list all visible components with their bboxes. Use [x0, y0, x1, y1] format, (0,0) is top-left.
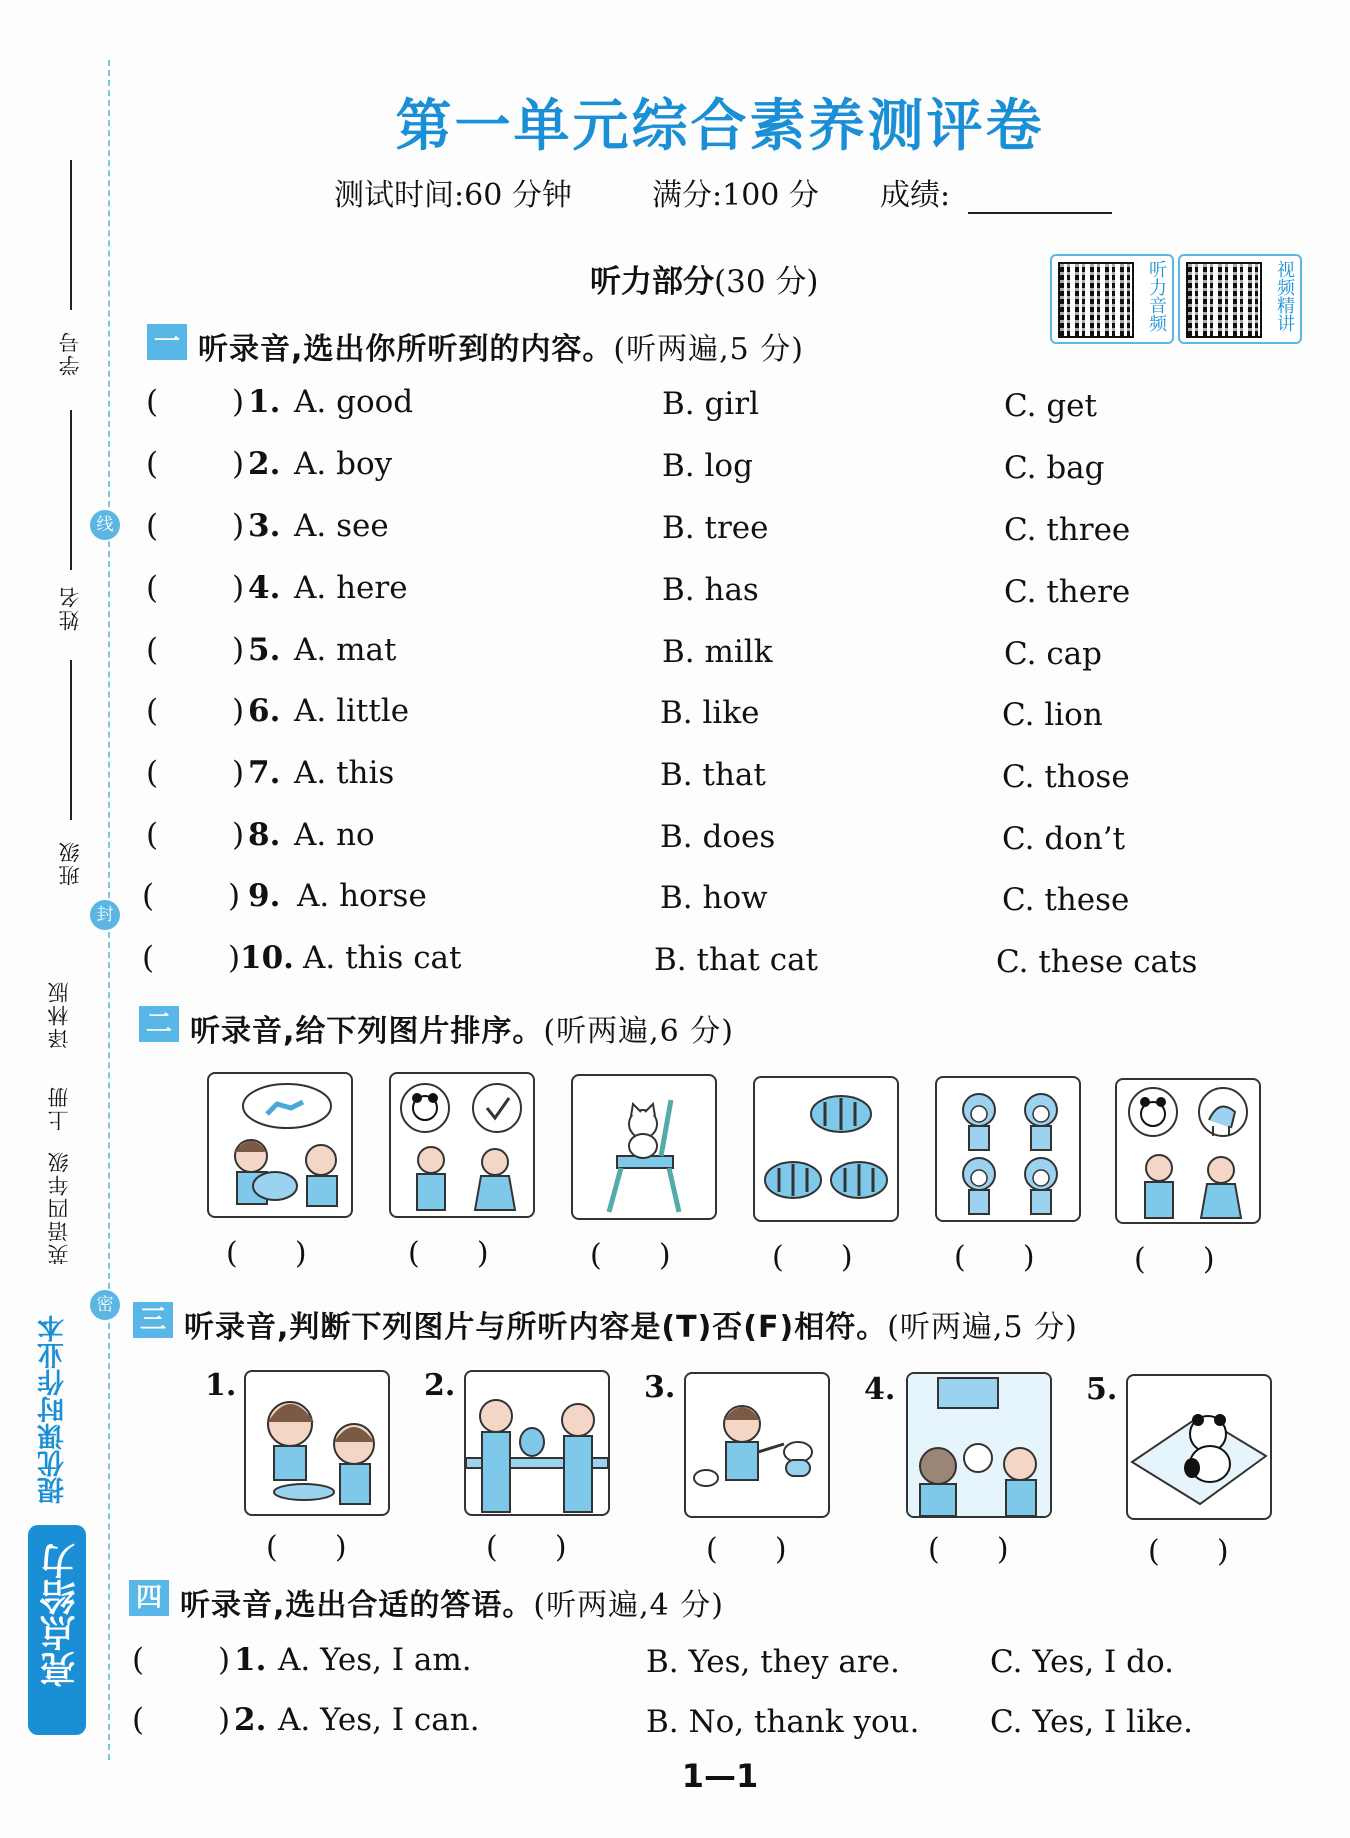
- name-label: 姓名: [58, 585, 82, 631]
- cut-mark-feng: 封: [90, 900, 120, 930]
- option-c: C. don’t: [1002, 821, 1126, 857]
- class-label: 班级: [58, 840, 82, 886]
- answer-paren[interactable]: (: [146, 570, 159, 606]
- cut-mark-xian: 线: [90, 510, 120, 540]
- picture-number: 2.: [424, 1368, 456, 1403]
- qr-code-video[interactable]: [1178, 254, 1302, 344]
- option-a: A. boy: [294, 446, 393, 482]
- edition-label: 译林版: [47, 980, 71, 1049]
- option-b: B. milk: [662, 634, 773, 670]
- section-badge: 二: [139, 1006, 179, 1042]
- section-title: 听录音,选出你所听到的内容。(听两遍,5 分): [198, 332, 804, 367]
- qr-caption: 听力音频: [1146, 260, 1167, 332]
- picture-cat-on-chair: [571, 1074, 717, 1220]
- series-label: 提优课时作业本: [38, 1315, 69, 1504]
- full-score: 满分:100 分: [652, 178, 819, 213]
- section-badge: 一: [147, 324, 187, 360]
- name-line: [70, 410, 72, 570]
- option-a: A. see: [294, 508, 389, 544]
- answer-blank[interactable]: ( ): [706, 1532, 787, 1567]
- qr-icon: [1186, 262, 1262, 338]
- answer-paren-close: ): [228, 878, 241, 914]
- picture-t2: [464, 1370, 610, 1516]
- question-number: 4.: [248, 570, 281, 606]
- answer-paren-close: ): [232, 384, 245, 420]
- option-a: A. this: [294, 755, 395, 791]
- picture-number: 5.: [1086, 1372, 1118, 1407]
- answer-paren[interactable]: (: [142, 878, 155, 914]
- answer-paren-close: ): [228, 940, 241, 976]
- answer-blank[interactable]: ( ): [1148, 1534, 1229, 1569]
- answer-paren[interactable]: (: [146, 693, 159, 729]
- picture-number: 3.: [644, 1370, 676, 1405]
- answer-paren-close: ): [232, 632, 245, 668]
- option-b: B. that: [660, 757, 766, 793]
- option-a: A. mat: [294, 632, 397, 668]
- page-number: 1—1: [681, 1757, 759, 1795]
- option-c: C. there: [1004, 574, 1131, 610]
- answer-paren[interactable]: (: [146, 817, 159, 853]
- question-number: 2.: [234, 1702, 267, 1738]
- cut-mark-mi: 密: [90, 1290, 120, 1320]
- option-c: C. these: [1002, 882, 1130, 918]
- option-b: B. does: [660, 819, 776, 855]
- section-title: 听录音,判断下列图片与所听内容是(T)否(F)相符。(听两遍,5 分): [184, 1310, 1078, 1345]
- picture-t5: [1126, 1374, 1272, 1520]
- answer-blank[interactable]: ( ): [266, 1530, 347, 1565]
- part-heading: 听力部分(30 分): [590, 264, 819, 300]
- option-b: B. that cat: [654, 942, 819, 978]
- option-a: A. Yes, I am.: [278, 1642, 472, 1678]
- picture-tigers: [753, 1076, 899, 1222]
- answer-paren-close: ): [232, 446, 245, 482]
- answer-blank[interactable]: ( ): [1134, 1242, 1215, 1277]
- question-number: 3.: [248, 508, 281, 544]
- answer-paren[interactable]: (: [146, 446, 159, 482]
- picture-panda-check: [389, 1072, 535, 1218]
- answer-blank[interactable]: ( ): [486, 1530, 567, 1565]
- question-number: 1.: [234, 1642, 267, 1678]
- option-a: A. here: [294, 570, 408, 606]
- answer-paren-close: ): [232, 693, 245, 729]
- question-number: 10.: [240, 940, 294, 976]
- picture-t4: [906, 1372, 1052, 1518]
- question-number: 6.: [248, 693, 281, 729]
- option-a: A. little: [294, 693, 410, 729]
- brand-logo: 亮点给力: [28, 1525, 86, 1735]
- answer-paren[interactable]: (: [132, 1702, 145, 1738]
- option-c: C. these cats: [996, 944, 1198, 980]
- test-time: 测试时间:60 分钟: [334, 178, 572, 213]
- class-line: [70, 660, 72, 820]
- option-b: B. girl: [662, 386, 759, 422]
- question-number: 1.: [248, 384, 281, 420]
- section-title: 听录音,选出合适的答语。(听两遍,4 分): [180, 1588, 724, 1623]
- answer-blank[interactable]: ( ): [408, 1236, 489, 1271]
- section-title: 听录音,给下列图片排序。(听两遍,6 分): [190, 1014, 734, 1049]
- qr-icon: [1058, 262, 1134, 338]
- picture-t1: [244, 1370, 390, 1516]
- option-c: C. get: [1004, 388, 1097, 424]
- option-b: B. log: [662, 448, 753, 484]
- answer-paren[interactable]: (: [142, 940, 155, 976]
- option-a: A. Yes, I can.: [278, 1702, 480, 1738]
- answer-paren-close: ): [232, 755, 245, 791]
- score-label: 成绩:: [880, 178, 951, 213]
- section-badge: 四: [129, 1580, 169, 1616]
- question-number: 2.: [248, 446, 281, 482]
- option-b: B. Yes, they are.: [646, 1644, 900, 1680]
- option-b: B. how: [660, 880, 768, 916]
- answer-blank[interactable]: ( ): [590, 1238, 671, 1273]
- answer-paren-close: ): [218, 1642, 231, 1678]
- question-number: 8.: [248, 817, 281, 853]
- option-c: C. three: [1004, 512, 1131, 548]
- answer-blank[interactable]: ( ): [226, 1236, 307, 1271]
- qr-code-audio[interactable]: [1050, 254, 1174, 344]
- option-a: A. no: [294, 817, 375, 853]
- student-no-line: [70, 160, 72, 310]
- answer-paren[interactable]: (: [146, 384, 159, 420]
- option-a: A. good: [294, 384, 414, 420]
- option-c: C. bag: [1004, 450, 1105, 486]
- answer-paren-close: ): [218, 1702, 231, 1738]
- answer-paren-close: ): [232, 817, 245, 853]
- answer-blank[interactable]: ( ): [772, 1240, 853, 1275]
- option-c: C. lion: [1002, 697, 1103, 733]
- option-a: A. this cat: [303, 940, 462, 976]
- answer-paren[interactable]: (: [146, 632, 159, 668]
- answer-paren-close: ): [232, 508, 245, 544]
- section-badge: 三: [133, 1302, 173, 1338]
- picture-number: 1.: [205, 1368, 237, 1403]
- picture-boy-girl-dog: [207, 1072, 353, 1218]
- option-b: B. like: [660, 695, 760, 731]
- option-c: C. Yes, I like.: [990, 1704, 1193, 1740]
- answer-blank[interactable]: ( ): [928, 1532, 1009, 1567]
- option-b: B. No, thank you.: [646, 1704, 920, 1740]
- option-c: C. Yes, I do.: [990, 1644, 1174, 1680]
- answer-paren[interactable]: (: [132, 1642, 145, 1678]
- option-b: B. tree: [662, 510, 769, 546]
- option-c: C. cap: [1004, 636, 1103, 672]
- picture-monkeys: [935, 1076, 1081, 1222]
- answer-blank[interactable]: ( ): [954, 1240, 1035, 1275]
- qr-caption: 视频精讲: [1274, 260, 1295, 332]
- student-no-label: 学号: [58, 330, 82, 376]
- answer-paren[interactable]: (: [146, 755, 159, 791]
- question-number: 9.: [248, 878, 281, 914]
- page-title: 第一单元综合素养测评卷: [395, 94, 1045, 159]
- score-blank[interactable]: [968, 212, 1112, 214]
- answer-paren-close: ): [232, 570, 245, 606]
- option-b: B. has: [662, 572, 759, 608]
- picture-t3: [684, 1372, 830, 1518]
- answer-paren[interactable]: (: [146, 508, 159, 544]
- option-c: C. those: [1002, 759, 1130, 795]
- option-a: A. horse: [297, 878, 427, 914]
- volume-label: 上册: [47, 1085, 71, 1131]
- grade-label: 英语四年级: [47, 1150, 71, 1265]
- question-number: 5.: [248, 632, 281, 668]
- picture-panda-horse: [1115, 1078, 1261, 1224]
- question-number: 7.: [248, 755, 281, 791]
- picture-number: 4.: [864, 1372, 896, 1407]
